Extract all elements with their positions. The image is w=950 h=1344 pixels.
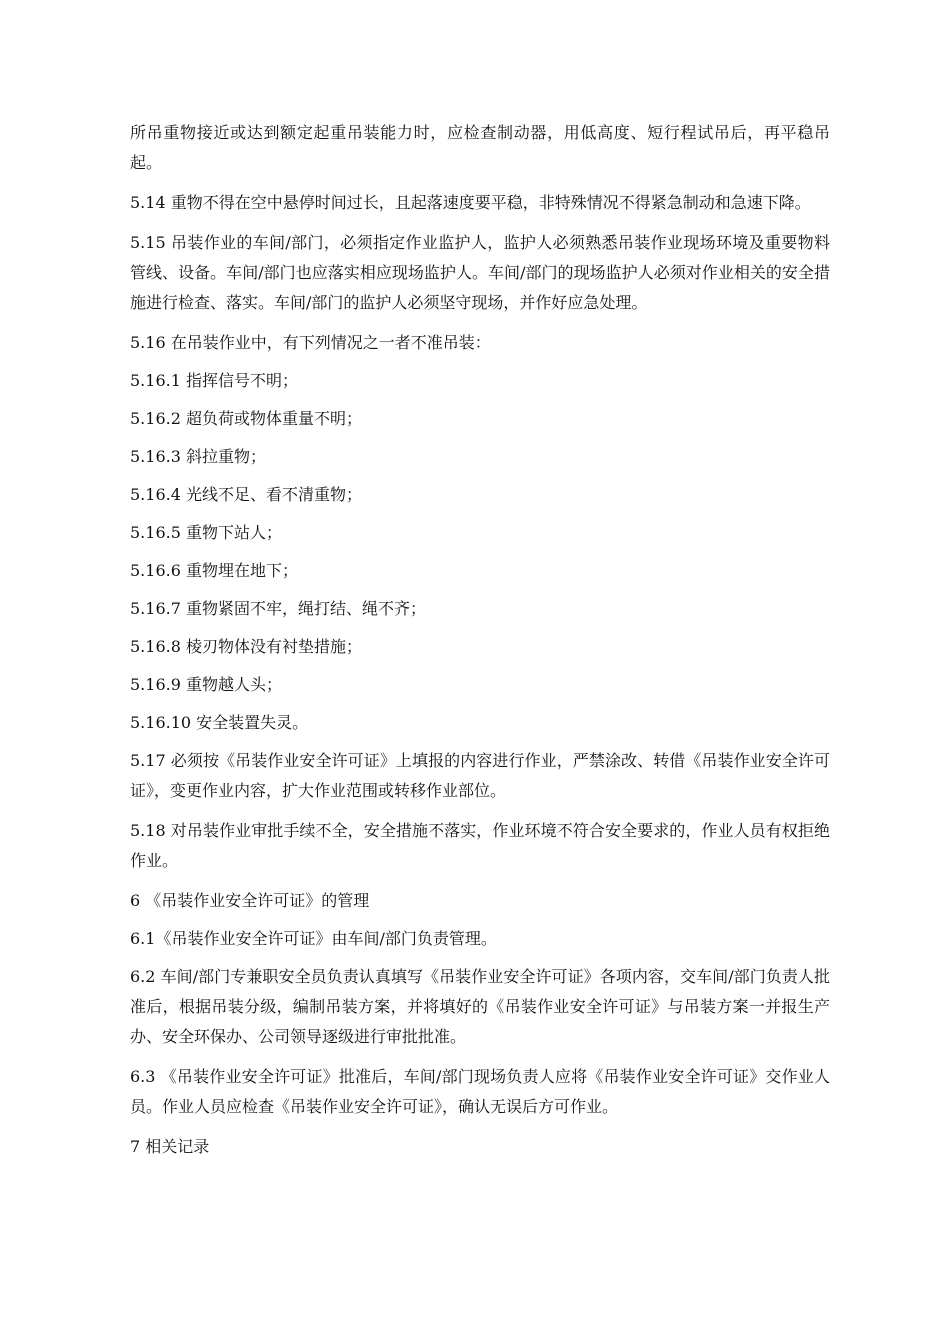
paragraph-6-2: 6.2 车间/部门专兼职安全员负责认真填写《吊装作业安全许可证》各项内容，交车间/部门负责人批准后，根据吊装分级，编制吊装方案，并将填好的《吊装作业安全许可证》与吊装方案一并报生产办、安全环保办、公司领导逐级进行审批批准。 [130, 967, 830, 1046]
paragraph-5-14: 5.14 重物不得在空中悬停时间过长，且起落速度要平稳，非特殊情况不得紧急制动和急速下降。 [130, 193, 811, 212]
paragraph-6-3: 6.3 《吊装作业安全许可证》批准后，车间/部门现场负责人应将《吊装作业安全许可证》交作业人员。作业人员应检查《吊装作业安全许可证》，确认无误后方可作业。 [130, 1067, 830, 1116]
list-item-5-16-8: 5.16.8 棱刃物体没有衬垫措施； [130, 637, 362, 656]
paragraph-6-1: 6.1《吊装作业安全许可证》由车间/部门负责管理。 [130, 929, 497, 948]
list-item-5-16-7: 5.16.7 重物紧固不牢，绳打结、绳不齐； [130, 599, 426, 618]
paragraph-5-16: 5.16 在吊装作业中，有下列情况之一者不准吊装： [130, 333, 491, 352]
list-item-5-16-10: 5.16.10 安全装置失灵。 [130, 713, 309, 732]
paragraph-5-18: 5.18 对吊装作业审批手续不全，安全措施不落实，作业环境不符合安全要求的，作业人员有权拒绝作业。 [130, 821, 830, 870]
list-item-5-16-5: 5.16.5 重物下站人； [130, 523, 282, 542]
list-item-5-16-4: 5.16.4 光线不足、看不清重物； [130, 485, 362, 504]
list-item-5-16-2: 5.16.2 超负荷或物体重量不明； [130, 409, 362, 428]
paragraph-continuation: 所吊重物接近或达到额定起重吊装能力时，应检查制动器，用低高度、短行程试吊后，再平稳吊起。 [130, 123, 830, 172]
list-item-5-16-6: 5.16.6 重物埋在地下； [130, 561, 298, 580]
list-item-5-16-1: 5.16.1 指挥信号不明； [130, 371, 298, 390]
list-item-5-16-9: 5.16.9 重物越人头； [130, 675, 282, 694]
section-heading-6: 6 《吊装作业安全许可证》的管理 [130, 891, 370, 910]
paragraph-5-17: 5.17 必须按《吊装作业安全许可证》上填报的内容进行作业，严禁涂改、转借《吊装作业安全许可证》，变更作业内容，扩大作业范围或转移作业部位。 [130, 751, 830, 800]
list-item-5-16-3: 5.16.3 斜拉重物； [130, 447, 266, 466]
paragraph-5-15: 5.15 吊装作业的车间/部门，必须指定作业监护人，监护人必须熟悉吊装作业现场环境及重要物料管线、设备。车间/部门也应落实相应现场监护人。车间/部门的现场监护人必须对作业相关的安全措施进行检查、落实。车间/部门的监护人必须坚守现场，并作好应急处理。 [130, 233, 830, 312]
document-body [130, 118, 830, 1172]
section-heading-7: 7 相关记录 [130, 1137, 210, 1156]
